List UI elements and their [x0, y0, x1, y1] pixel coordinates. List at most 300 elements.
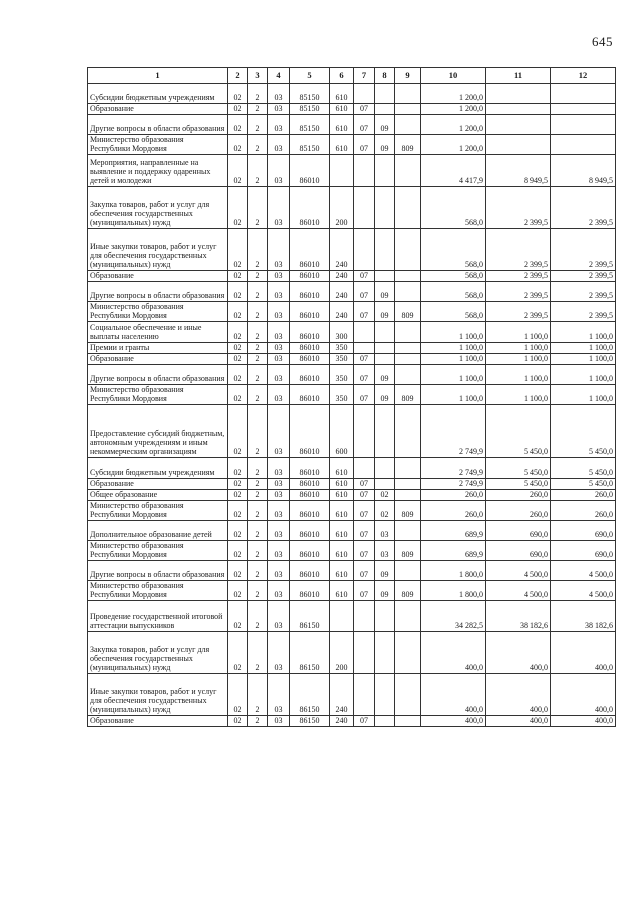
code-cell: 02 [228, 716, 248, 727]
code-cell: 02 [228, 271, 248, 282]
code-cell: 03 [268, 501, 290, 521]
code-cell: 02 [375, 501, 395, 521]
code-cell: 809 [395, 302, 421, 322]
row-name-cell: Закупка товаров, работ и услуг для обеспечения государственных (муниципальных) нужд [88, 187, 228, 229]
code-cell: 240 [330, 271, 354, 282]
code-cell: 2 [248, 155, 268, 187]
code-cell: 610 [330, 135, 354, 155]
code-cell [354, 187, 375, 229]
amount-cell: 568,0 [421, 302, 486, 322]
code-cell: 02 [228, 282, 248, 302]
table-row [88, 115, 616, 135]
code-cell: 03 [268, 115, 290, 135]
row-name-cell: Другие вопросы в области образования [88, 115, 228, 135]
code-cell: 2 [248, 405, 268, 458]
code-cell: 2 [248, 104, 268, 115]
code-cell: 03 [268, 187, 290, 229]
code-cell: 02 [228, 601, 248, 632]
code-cell: 09 [375, 115, 395, 135]
amount-cell: 2 399,5 [551, 187, 616, 229]
amount-cell: 1 100,0 [486, 365, 551, 385]
code-cell: 07 [354, 104, 375, 115]
code-cell: 02 [228, 155, 248, 187]
code-cell: 610 [330, 541, 354, 561]
code-cell: 02 [228, 354, 248, 365]
amount-cell: 690,0 [486, 541, 551, 561]
code-cell: 809 [395, 581, 421, 601]
code-cell [395, 674, 421, 716]
amount-cell: 5 450,0 [551, 458, 616, 479]
amount-cell: 1 100,0 [486, 343, 551, 354]
amount-cell: 34 282,5 [421, 601, 486, 632]
amount-cell: 1 100,0 [486, 385, 551, 405]
code-cell: 85150 [290, 135, 330, 155]
row-name-cell: Министерство образования Республики Мордовия [88, 385, 228, 405]
code-cell [375, 405, 395, 458]
amount-cell: 2 749,9 [421, 479, 486, 490]
table-row [88, 104, 616, 115]
column-header: 2 [228, 68, 248, 84]
code-cell: 2 [248, 229, 268, 271]
row-name-cell: Министерство образования Республики Мордовия [88, 302, 228, 322]
table-row [88, 632, 616, 674]
amount-cell: 2 399,5 [486, 187, 551, 229]
table-row [88, 581, 616, 601]
code-cell: 07 [354, 561, 375, 581]
code-cell: 86010 [290, 343, 330, 354]
code-cell [395, 601, 421, 632]
code-cell: 85150 [290, 115, 330, 135]
column-header: 3 [248, 68, 268, 84]
code-cell: 09 [375, 282, 395, 302]
table-row [88, 282, 616, 302]
amount-cell: 689,9 [421, 521, 486, 541]
code-cell: 02 [228, 458, 248, 479]
code-cell [354, 84, 375, 104]
code-cell [354, 229, 375, 271]
row-name-cell: Образование [88, 104, 228, 115]
code-cell: 2 [248, 354, 268, 365]
code-cell: 610 [330, 581, 354, 601]
table-row [88, 490, 616, 501]
column-header: 10 [421, 68, 486, 84]
code-cell: 86010 [290, 479, 330, 490]
code-cell: 2 [248, 84, 268, 104]
amount-cell: 2 399,5 [486, 229, 551, 271]
code-cell: 03 [268, 104, 290, 115]
table-row [88, 155, 616, 187]
code-cell: 03 [268, 282, 290, 302]
code-cell [354, 405, 375, 458]
code-cell: 86010 [290, 155, 330, 187]
code-cell: 610 [330, 115, 354, 135]
amount-cell: 1 200,0 [421, 104, 486, 115]
code-cell: 2 [248, 322, 268, 343]
code-cell: 2 [248, 115, 268, 135]
code-cell: 86010 [290, 282, 330, 302]
code-cell: 240 [330, 716, 354, 727]
code-cell: 86010 [290, 501, 330, 521]
row-name-cell: Мероприятия, направленные на выявление и поддержку одаренных детей и молодежи [88, 155, 228, 187]
code-cell: 03 [268, 716, 290, 727]
amount-cell: 38 182,6 [486, 601, 551, 632]
code-cell [395, 155, 421, 187]
code-cell: 07 [354, 501, 375, 521]
code-cell [375, 458, 395, 479]
code-cell: 300 [330, 322, 354, 343]
code-cell: 200 [330, 632, 354, 674]
page-number: 645 [592, 34, 613, 49]
code-cell [395, 561, 421, 581]
column-header: 1 [88, 68, 228, 84]
amount-cell: 690,0 [551, 521, 616, 541]
code-cell: 03 [268, 155, 290, 187]
code-cell: 809 [395, 385, 421, 405]
column-header: 5 [290, 68, 330, 84]
amount-cell [551, 135, 616, 155]
code-cell: 07 [354, 479, 375, 490]
code-cell: 03 [375, 541, 395, 561]
code-cell: 86150 [290, 716, 330, 727]
code-cell: 2 [248, 501, 268, 521]
table-row [88, 322, 616, 343]
table-row [88, 84, 616, 104]
table-row [88, 405, 616, 458]
amount-cell: 2 399,5 [486, 271, 551, 282]
code-cell: 03 [375, 521, 395, 541]
amount-cell: 5 450,0 [551, 405, 616, 458]
amount-cell: 260,0 [421, 501, 486, 521]
code-cell: 610 [330, 490, 354, 501]
budget-table [87, 67, 616, 727]
amount-cell: 400,0 [486, 716, 551, 727]
code-cell: 2 [248, 716, 268, 727]
column-header: 9 [395, 68, 421, 84]
code-cell [395, 354, 421, 365]
row-name-cell: Другие вопросы в области образования [88, 365, 228, 385]
code-cell: 03 [268, 541, 290, 561]
row-name-cell: Социальное обеспечение и иные выплаты населению [88, 322, 228, 343]
code-cell: 2 [248, 343, 268, 354]
amount-cell [551, 104, 616, 115]
code-cell [375, 674, 395, 716]
code-cell [375, 104, 395, 115]
code-cell: 240 [330, 282, 354, 302]
code-cell [395, 282, 421, 302]
row-name-cell: Другие вопросы в области образования [88, 282, 228, 302]
code-cell: 03 [268, 302, 290, 322]
code-cell: 86150 [290, 674, 330, 716]
table-row [88, 561, 616, 581]
code-cell: 02 [228, 581, 248, 601]
amount-cell: 400,0 [551, 716, 616, 727]
code-cell [354, 343, 375, 354]
amount-cell: 1 200,0 [421, 84, 486, 104]
code-cell: 86010 [290, 354, 330, 365]
header-row [88, 68, 616, 84]
code-cell [395, 458, 421, 479]
table-row [88, 501, 616, 521]
amount-cell: 1 100,0 [551, 385, 616, 405]
code-cell [395, 490, 421, 501]
row-name-cell: Министерство образования Республики Мордовия [88, 501, 228, 521]
code-cell: 09 [375, 581, 395, 601]
amount-cell: 2 399,5 [551, 229, 616, 271]
code-cell: 86010 [290, 521, 330, 541]
code-cell: 03 [268, 385, 290, 405]
amount-cell: 568,0 [421, 271, 486, 282]
code-cell: 07 [354, 581, 375, 601]
code-cell: 07 [354, 490, 375, 501]
table-row [88, 716, 616, 727]
column-header: 8 [375, 68, 395, 84]
code-cell: 610 [330, 561, 354, 581]
code-cell: 02 [228, 302, 248, 322]
amount-cell: 1 100,0 [421, 365, 486, 385]
amount-cell: 2 399,5 [551, 282, 616, 302]
code-cell [375, 155, 395, 187]
code-cell: 03 [268, 135, 290, 155]
code-cell: 86150 [290, 601, 330, 632]
table-row [88, 271, 616, 282]
code-cell [395, 322, 421, 343]
row-name-cell: Министерство образования Республики Мордовия [88, 581, 228, 601]
amount-cell: 400,0 [551, 674, 616, 716]
amount-cell: 5 450,0 [551, 479, 616, 490]
code-cell: 03 [268, 561, 290, 581]
row-name-cell: Министерство образования Республики Мордовия [88, 135, 228, 155]
code-cell: 86010 [290, 490, 330, 501]
code-cell [375, 271, 395, 282]
amount-cell: 4 500,0 [486, 581, 551, 601]
code-cell: 02 [228, 479, 248, 490]
amount-cell: 1 100,0 [421, 322, 486, 343]
amount-cell: 260,0 [486, 490, 551, 501]
code-cell: 200 [330, 187, 354, 229]
table-row [88, 135, 616, 155]
amount-cell: 2 749,9 [421, 405, 486, 458]
code-cell: 02 [228, 84, 248, 104]
row-name-cell: Предоставление субсидий бюджетным, автономным учреждениям и иным некоммерческим организациям [88, 405, 228, 458]
amount-cell: 4 500,0 [486, 561, 551, 581]
code-cell [395, 365, 421, 385]
row-name-cell: Дополнительное образование детей [88, 521, 228, 541]
code-cell: 240 [330, 674, 354, 716]
code-cell: 03 [268, 601, 290, 632]
code-cell [395, 479, 421, 490]
table-row [88, 458, 616, 479]
code-cell: 03 [268, 490, 290, 501]
amount-cell: 689,9 [421, 541, 486, 561]
code-cell: 240 [330, 229, 354, 271]
code-cell: 610 [330, 521, 354, 541]
code-cell: 07 [354, 365, 375, 385]
row-name-cell: Образование [88, 479, 228, 490]
code-cell: 02 [228, 632, 248, 674]
code-cell: 86010 [290, 271, 330, 282]
code-cell: 03 [268, 632, 290, 674]
code-cell: 09 [375, 365, 395, 385]
code-cell [395, 229, 421, 271]
code-cell: 610 [330, 104, 354, 115]
code-cell: 2 [248, 271, 268, 282]
code-cell: 86010 [290, 322, 330, 343]
code-cell: 07 [354, 354, 375, 365]
code-cell [354, 458, 375, 479]
code-cell: 03 [268, 521, 290, 541]
amount-cell: 1 100,0 [551, 354, 616, 365]
code-cell: 86010 [290, 187, 330, 229]
code-cell: 02 [228, 104, 248, 115]
row-name-cell: Образование [88, 716, 228, 727]
code-cell: 610 [330, 84, 354, 104]
code-cell: 2 [248, 302, 268, 322]
code-cell: 2 [248, 561, 268, 581]
code-cell: 600 [330, 405, 354, 458]
amount-cell: 568,0 [421, 187, 486, 229]
code-cell: 86010 [290, 229, 330, 271]
amount-cell [486, 104, 551, 115]
code-cell: 07 [354, 541, 375, 561]
code-cell: 809 [395, 135, 421, 155]
amount-cell: 260,0 [551, 490, 616, 501]
code-cell: 03 [268, 458, 290, 479]
code-cell: 07 [354, 115, 375, 135]
amount-cell: 1 100,0 [551, 365, 616, 385]
amount-cell: 1 100,0 [421, 385, 486, 405]
code-cell [330, 601, 354, 632]
amount-cell: 2 399,5 [551, 271, 616, 282]
code-cell [354, 155, 375, 187]
amount-cell: 5 450,0 [486, 458, 551, 479]
code-cell [395, 716, 421, 727]
code-cell [375, 229, 395, 271]
code-cell: 02 [228, 187, 248, 229]
code-cell: 85150 [290, 84, 330, 104]
code-cell: 02 [228, 674, 248, 716]
amount-cell: 2 399,5 [486, 302, 551, 322]
amount-cell: 690,0 [551, 541, 616, 561]
code-cell: 86010 [290, 458, 330, 479]
amount-cell [551, 115, 616, 135]
code-cell: 2 [248, 365, 268, 385]
code-cell [354, 601, 375, 632]
code-cell: 350 [330, 385, 354, 405]
code-cell: 03 [268, 365, 290, 385]
code-cell: 02 [375, 490, 395, 501]
code-cell: 2 [248, 479, 268, 490]
table-row [88, 674, 616, 716]
code-cell: 02 [228, 405, 248, 458]
table-row [88, 229, 616, 271]
amount-cell: 1 100,0 [486, 354, 551, 365]
amount-cell: 400,0 [421, 632, 486, 674]
table-row [88, 521, 616, 541]
table-row [88, 601, 616, 632]
row-name-cell: Субсидии бюджетным учреждениям [88, 458, 228, 479]
code-cell: 350 [330, 354, 354, 365]
amount-cell: 260,0 [551, 501, 616, 521]
code-cell: 2 [248, 541, 268, 561]
code-cell: 03 [268, 322, 290, 343]
code-cell: 02 [228, 501, 248, 521]
table-row [88, 479, 616, 490]
amount-cell: 400,0 [421, 716, 486, 727]
row-name-cell: Министерство образования Республики Мордовия [88, 541, 228, 561]
code-cell: 86010 [290, 405, 330, 458]
code-cell: 07 [354, 385, 375, 405]
amount-cell: 400,0 [486, 632, 551, 674]
row-name-cell: Иные закупки товаров, работ и услуг для обеспечения государственных (муниципальных) нужд [88, 229, 228, 271]
code-cell [375, 84, 395, 104]
amount-cell: 4 417,9 [421, 155, 486, 187]
amount-cell: 8 949,5 [486, 155, 551, 187]
code-cell: 2 [248, 581, 268, 601]
code-cell [330, 155, 354, 187]
row-name-cell: Образование [88, 354, 228, 365]
amount-cell: 1 100,0 [486, 322, 551, 343]
code-cell [395, 271, 421, 282]
amount-cell: 2 399,5 [486, 282, 551, 302]
code-cell: 02 [228, 541, 248, 561]
code-cell [375, 716, 395, 727]
code-cell: 02 [228, 521, 248, 541]
table-row [88, 541, 616, 561]
table-row [88, 187, 616, 229]
code-cell [395, 104, 421, 115]
amount-cell [486, 135, 551, 155]
amount-cell: 1 100,0 [421, 354, 486, 365]
amount-cell: 1 800,0 [421, 581, 486, 601]
code-cell: 86010 [290, 541, 330, 561]
code-cell: 2 [248, 458, 268, 479]
amount-cell: 4 500,0 [551, 561, 616, 581]
column-header: 11 [486, 68, 551, 84]
code-cell: 2 [248, 135, 268, 155]
code-cell: 610 [330, 501, 354, 521]
code-cell [375, 322, 395, 343]
table-row [88, 302, 616, 322]
amount-cell [486, 115, 551, 135]
amount-cell: 38 182,6 [551, 601, 616, 632]
amount-cell: 4 500,0 [551, 581, 616, 601]
code-cell: 07 [354, 271, 375, 282]
code-cell: 09 [375, 385, 395, 405]
code-cell: 610 [330, 479, 354, 490]
code-cell: 03 [268, 581, 290, 601]
code-cell: 07 [354, 716, 375, 727]
amount-cell: 8 949,5 [551, 155, 616, 187]
code-cell: 02 [228, 490, 248, 501]
amount-cell: 400,0 [486, 674, 551, 716]
table-row [88, 354, 616, 365]
code-cell: 350 [330, 365, 354, 385]
code-cell: 03 [268, 674, 290, 716]
code-cell: 02 [228, 322, 248, 343]
code-cell: 86010 [290, 365, 330, 385]
column-header: 4 [268, 68, 290, 84]
amount-cell: 400,0 [421, 674, 486, 716]
code-cell: 86010 [290, 561, 330, 581]
code-cell: 07 [354, 282, 375, 302]
code-cell: 02 [228, 561, 248, 581]
code-cell: 2 [248, 385, 268, 405]
code-cell: 809 [395, 541, 421, 561]
row-name-cell: Закупка товаров, работ и услуг для обеспечения государственных (муниципальных) нужд [88, 632, 228, 674]
code-cell [375, 187, 395, 229]
code-cell: 2 [248, 632, 268, 674]
code-cell: 02 [228, 365, 248, 385]
